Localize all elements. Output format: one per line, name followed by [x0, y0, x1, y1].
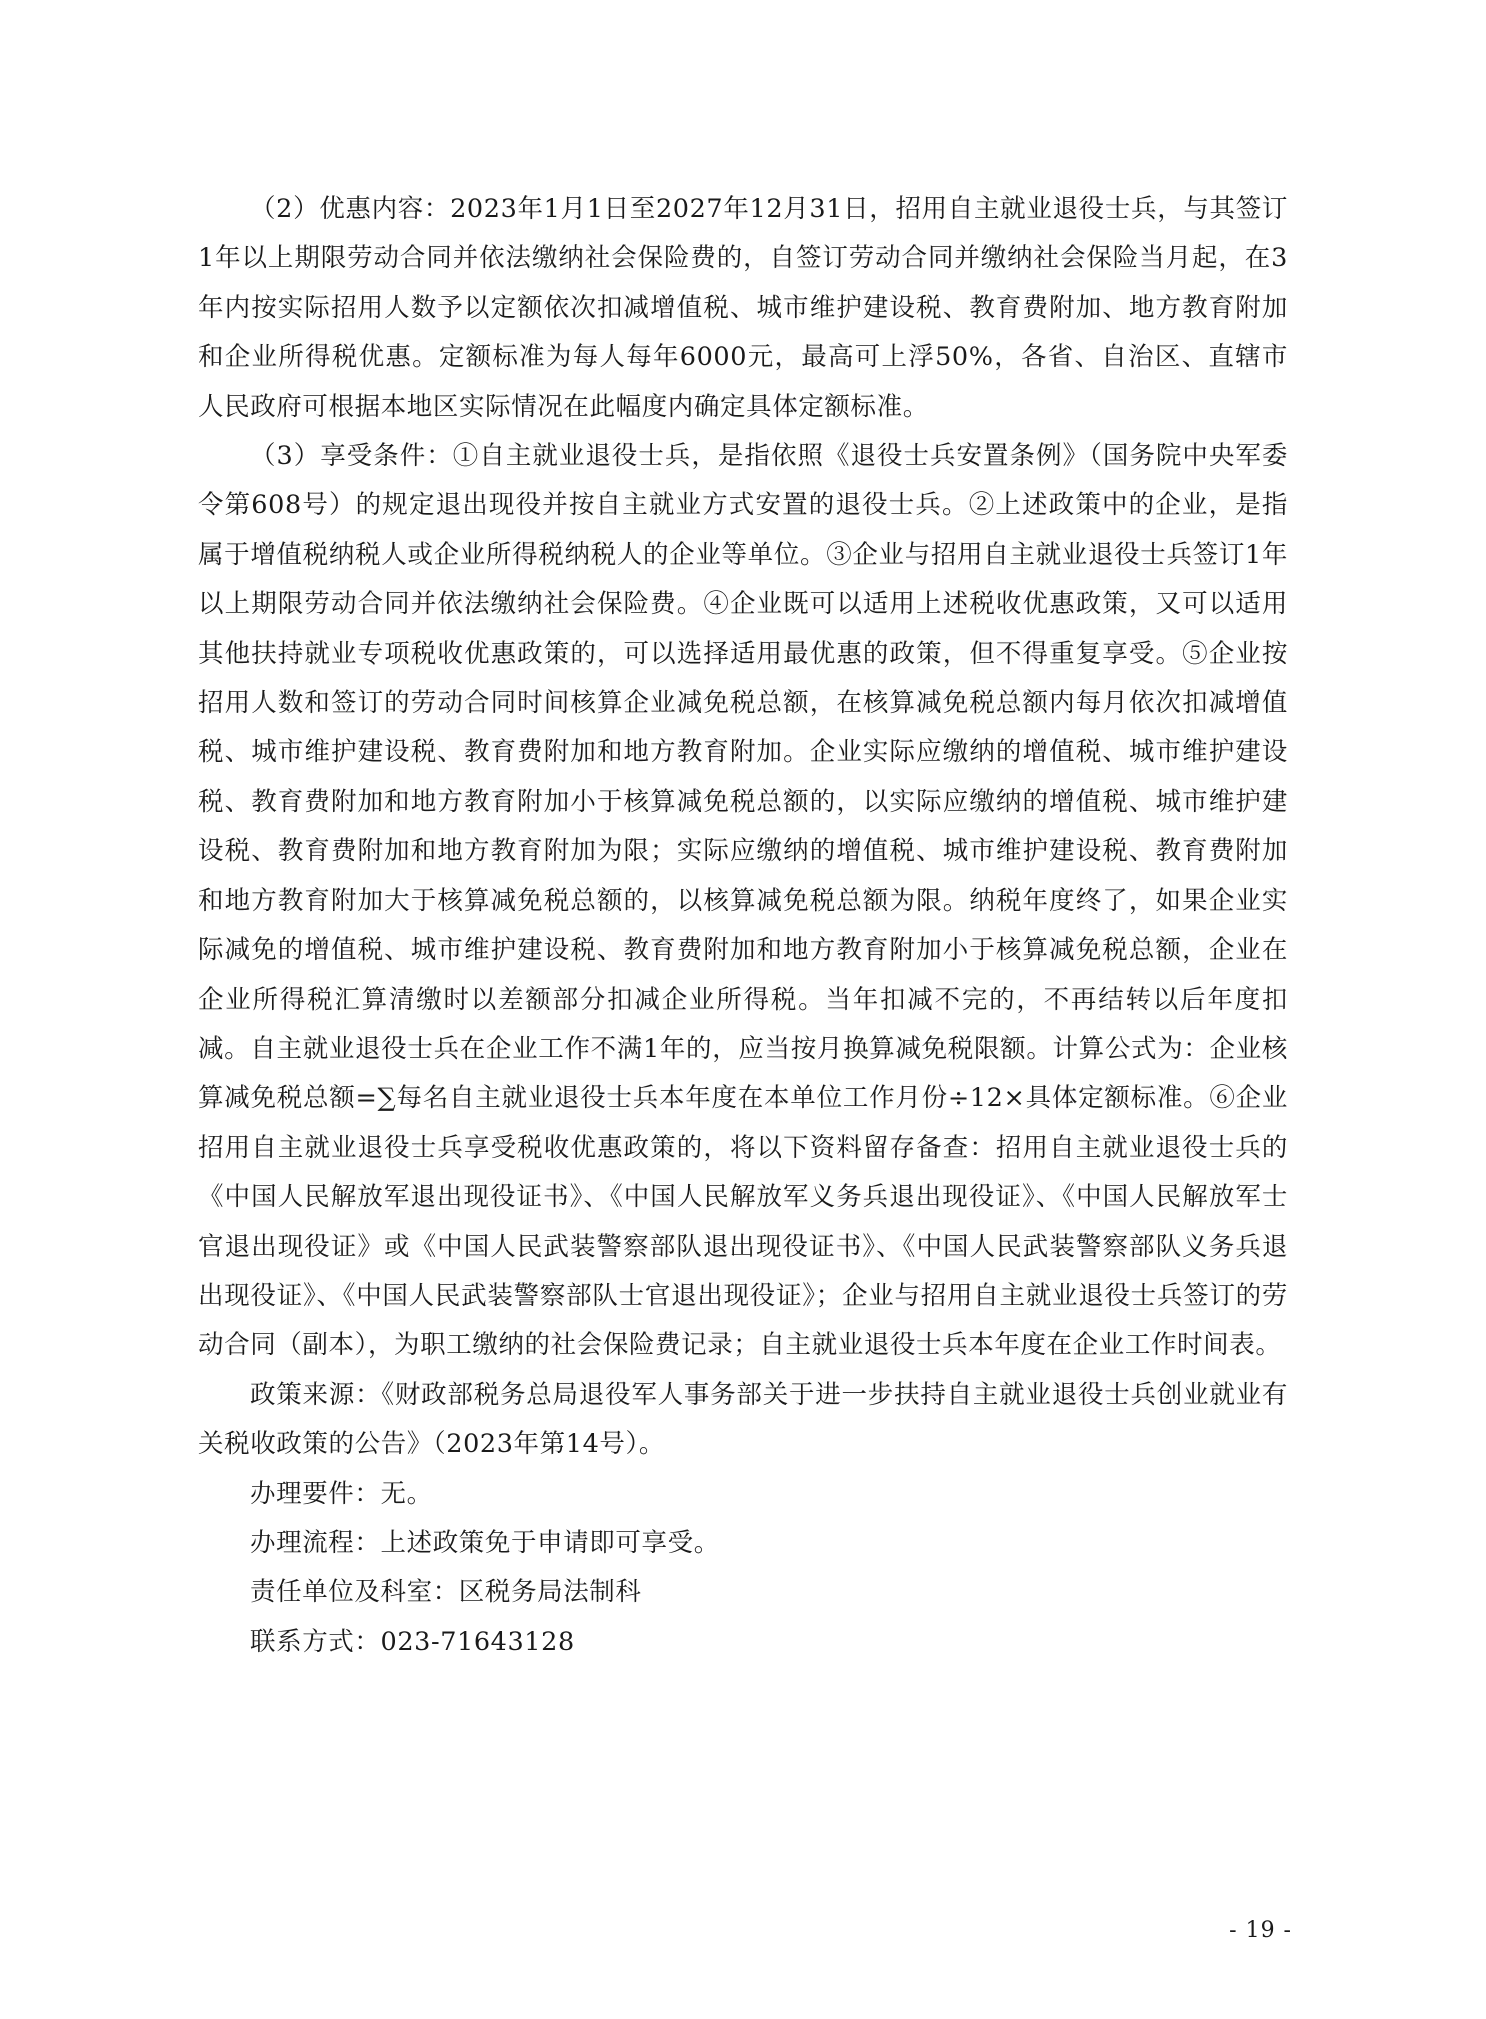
item-responsible-unit: 责任单位及科室：区税务局法制科 [250, 1577, 642, 1608]
paragraph-policy-source: 政策来源：《财政部税务总局退役军人事务部关于进一步扶持自主就业退役士兵创业就业有关税收政策的公告》（2023年第14号）。 [198, 1379, 1288, 1460]
paragraph-eligibility-conditions: （3）享受条件：①自主就业退役士兵，是指依照《退役士兵安置条例》（国务院中央军委令第608号）的规定退出现役并按自主就业方式安置的退役士兵。②上述政策中的企业，是指属于增值税纳税人或企业所得税纳税人的企业等单位。③企业与招用自主就业退役士兵签订1年以上期限劳动合同并依法缴纳社会保险费。④企业既可以适用上述税收优惠政策，又可以适用其他扶持就业专项税收优惠政策的，可以选择适用最优惠的政策，但不得重复享受。⑤企业按招用人数和签订的劳动合同时间核算企业减免税总额，在核算减免税总额内每月依次扣减增值税、城市维护建设税、教育费附加和地方教育附加。企业实际应缴纳的增值税、城市维护建设税、教育费附加和地方教育附加小于核算减免税总额的，以实际应缴纳的增值税、城市维护建设税、教育费附加和地方教育附加为限；实际应缴纳的增值税、城市维护建设税、教育费附加和地方教育附加大于核算减免税总额的，以核算减免税总额为限。纳税年度终了，如果企业实际减免的增值税、城市维护建设税、教育费附加和地方教育附加小于核算减免税总额，企业在企业所得税汇算清缴时以差额部分扣减企业所得税。当年扣减不完的，不再结转以后年度扣减。自主就业退役士兵在企业工作不满1年的，应当按月换算减免税限额。计算公式为：企业核算减免税总额=∑每名自主就业退役士兵本年度在本单位工作月份÷12×具体定额标准。⑥企业招用自主就业退役士兵享受税收优惠政策的，将以下资料留存备查：招用自主就业退役士兵的《中国人民解放军退出现役证书》、《中国人民解放军义务兵退出现役证》、《中国人民解放军士官退出现役证》或《中国人民武装警察部队退出现役证书》、《中国人民武装警察部队义务兵退出现役证》、《中国人民武装警察部队士官退出现役证》；企业与招用自主就业退役士兵签订的劳动合同（副本），为职工缴纳的社会保险费记录；自主就业退役士兵本年度在企业工作时间表。 [198, 441, 1288, 1361]
paragraph-preferential-content: （2）优惠内容：2023年1月1日至2027年12月31日，招用自主就业退役士兵，与其签订1年以上期限劳动合同并依法缴纳社会保险费的，自签订劳动合同并缴纳社会保险当月起，在3年内按实际招用人数予以定额依次扣减增值税、城市维护建设税、教育费附加、地方教育附加和企业所得税优惠。定额标准为每人每年6000元，最高可上浮50%，各省、自治区、直辖市人民政府可根据本地区实际情况在此幅度内确定具体定额标准。 [198, 194, 1288, 422]
item-required-documents: 办理要件：无。 [250, 1478, 433, 1509]
document-body [198, 185, 1288, 1667]
item-process: 办理流程：上述政策免于申请即可享受。 [250, 1527, 720, 1558]
item-contact: 联系方式：023-71643128 [250, 1626, 575, 1657]
page-number: - 19 - [1229, 1918, 1292, 1943]
